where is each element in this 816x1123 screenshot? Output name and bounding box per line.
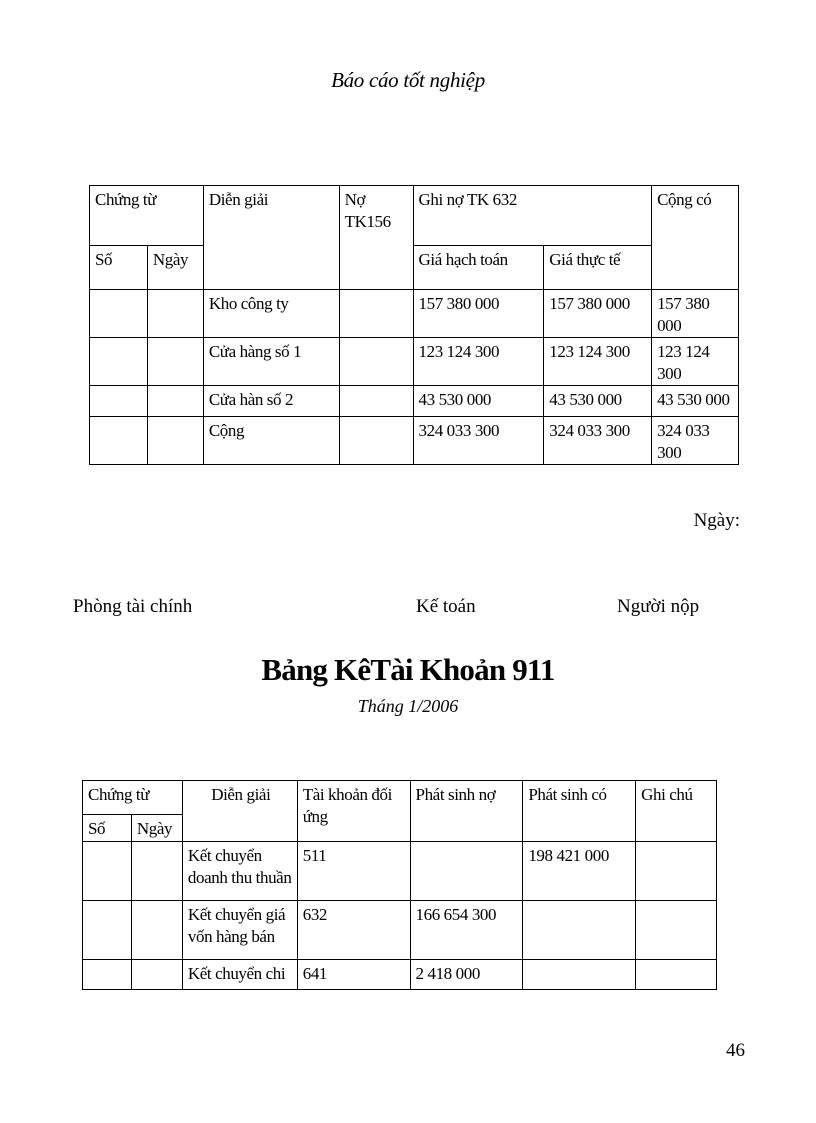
cell-so xyxy=(90,417,148,465)
cell-so xyxy=(83,960,132,990)
section-title: Bảng KêTài Khoản 911 xyxy=(261,652,555,687)
table-row xyxy=(90,290,739,338)
cell-cong-co: 157 380 000 xyxy=(652,290,739,338)
signature-payer: Người nộp xyxy=(617,596,700,617)
cell-no-tk156 xyxy=(339,386,413,417)
cell-ghi-chu xyxy=(636,842,717,901)
cell-so xyxy=(83,901,132,960)
cell-dien-giai: Kết chuyển doanh thu thuần xyxy=(182,842,297,901)
header-no-tk156: Nợ TK156 xyxy=(339,186,413,290)
cell-gia-thuc-te: 324 033 300 xyxy=(544,417,652,465)
header-ghi-no-632: Ghi nợ TK 632 xyxy=(413,186,652,246)
signature-accountant: Kế toán xyxy=(416,596,476,617)
cell-so xyxy=(90,290,148,338)
cell-gia-hach-toan: 324 033 300 xyxy=(413,417,544,465)
cell-phat-sinh-no: 2 418 000 xyxy=(410,960,523,990)
cell-ngay xyxy=(131,901,182,960)
cell-so xyxy=(83,842,132,901)
table-row xyxy=(83,842,717,901)
cell-dien-giai: Cộng xyxy=(203,417,339,465)
cell-phat-sinh-co: 198 421 000 xyxy=(523,842,636,901)
cost-allocation-table xyxy=(89,185,739,465)
cell-dien-giai: Kho công ty xyxy=(203,290,339,338)
cell-no-tk156 xyxy=(339,338,413,386)
total-row xyxy=(90,417,739,465)
cell-cong-co: 43 530 000 xyxy=(652,386,739,417)
header-gia-hach-toan: Giá hạch toán xyxy=(413,246,544,290)
cell-cong-co: 123 124 300 xyxy=(652,338,739,386)
cell-ghi-chu xyxy=(636,901,717,960)
cell-ngay xyxy=(147,338,203,386)
cell-phat-sinh-co xyxy=(523,901,636,960)
cell-so xyxy=(90,386,148,417)
header-phat-sinh-no: Phát sinh nợ xyxy=(410,781,523,842)
cell-phat-sinh-no xyxy=(410,842,523,901)
header-cong-co: Cộng có xyxy=(652,186,739,290)
cell-dien-giai: Kết chuyển chi xyxy=(182,960,297,990)
page-number: 46 xyxy=(726,1040,745,1061)
cell-ngay xyxy=(147,290,203,338)
section-subtitle: Tháng 1/2006 xyxy=(357,696,459,716)
table-row xyxy=(90,386,739,417)
header-ngay: Ngày xyxy=(147,246,203,290)
header-phat-sinh-co: Phát sinh có xyxy=(523,781,636,842)
cell-ngay xyxy=(131,842,182,901)
page-header-title: Báo cáo tốt nghiệp xyxy=(331,68,485,92)
header-so: Số xyxy=(90,246,148,290)
cell-ngay xyxy=(147,417,203,465)
table-row xyxy=(90,338,739,386)
cell-tk-doi-ung: 641 xyxy=(297,960,410,990)
cell-phat-sinh-co xyxy=(523,960,636,990)
cell-dien-giai: Cửa hàng số 1 xyxy=(203,338,339,386)
table-row xyxy=(83,960,717,990)
cell-gia-hach-toan: 123 124 300 xyxy=(413,338,544,386)
header-gia-thuc-te: Giá thực tế xyxy=(544,246,652,290)
cell-gia-hach-toan: 157 380 000 xyxy=(413,290,544,338)
cell-ngay xyxy=(147,386,203,417)
cell-dien-giai: Cửa hàn số 2 xyxy=(203,386,339,417)
signature-finance-dept: Phòng tài chính xyxy=(73,596,193,617)
header-tk-doi-ung: Tài khoản đối ứng xyxy=(297,781,410,842)
table-row xyxy=(83,901,717,960)
header-dien-giai: Diễn giải xyxy=(203,186,339,290)
cell-tk-doi-ung: 632 xyxy=(297,901,410,960)
cell-ngay xyxy=(131,960,182,990)
cell-cong-co: 324 033 300 xyxy=(652,417,739,465)
header-dien-giai: Diễn giải xyxy=(182,781,297,842)
cell-no-tk156 xyxy=(339,290,413,338)
header-ngay: Ngày xyxy=(131,815,182,842)
header-chung-tu: Chứng từ xyxy=(83,781,183,815)
header-ghi-chu: Ghi chú xyxy=(636,781,717,842)
cell-gia-hach-toan: 43 530 000 xyxy=(413,386,544,417)
cell-tk-doi-ung: 511 xyxy=(297,842,410,901)
cell-so xyxy=(90,338,148,386)
cell-dien-giai: Kết chuyển giá vốn hàng bán xyxy=(182,901,297,960)
date-label: Ngày: xyxy=(693,510,740,531)
header-chung-tu: Chứng từ xyxy=(90,186,204,246)
cell-gia-thuc-te: 123 124 300 xyxy=(544,338,652,386)
cell-gia-thuc-te: 43 530 000 xyxy=(544,386,652,417)
cell-phat-sinh-no: 166 654 300 xyxy=(410,901,523,960)
cell-gia-thuc-te: 157 380 000 xyxy=(544,290,652,338)
account-911-table xyxy=(82,780,717,990)
header-so: Số xyxy=(83,815,132,842)
cell-ghi-chu xyxy=(636,960,717,990)
cell-no-tk156 xyxy=(339,417,413,465)
